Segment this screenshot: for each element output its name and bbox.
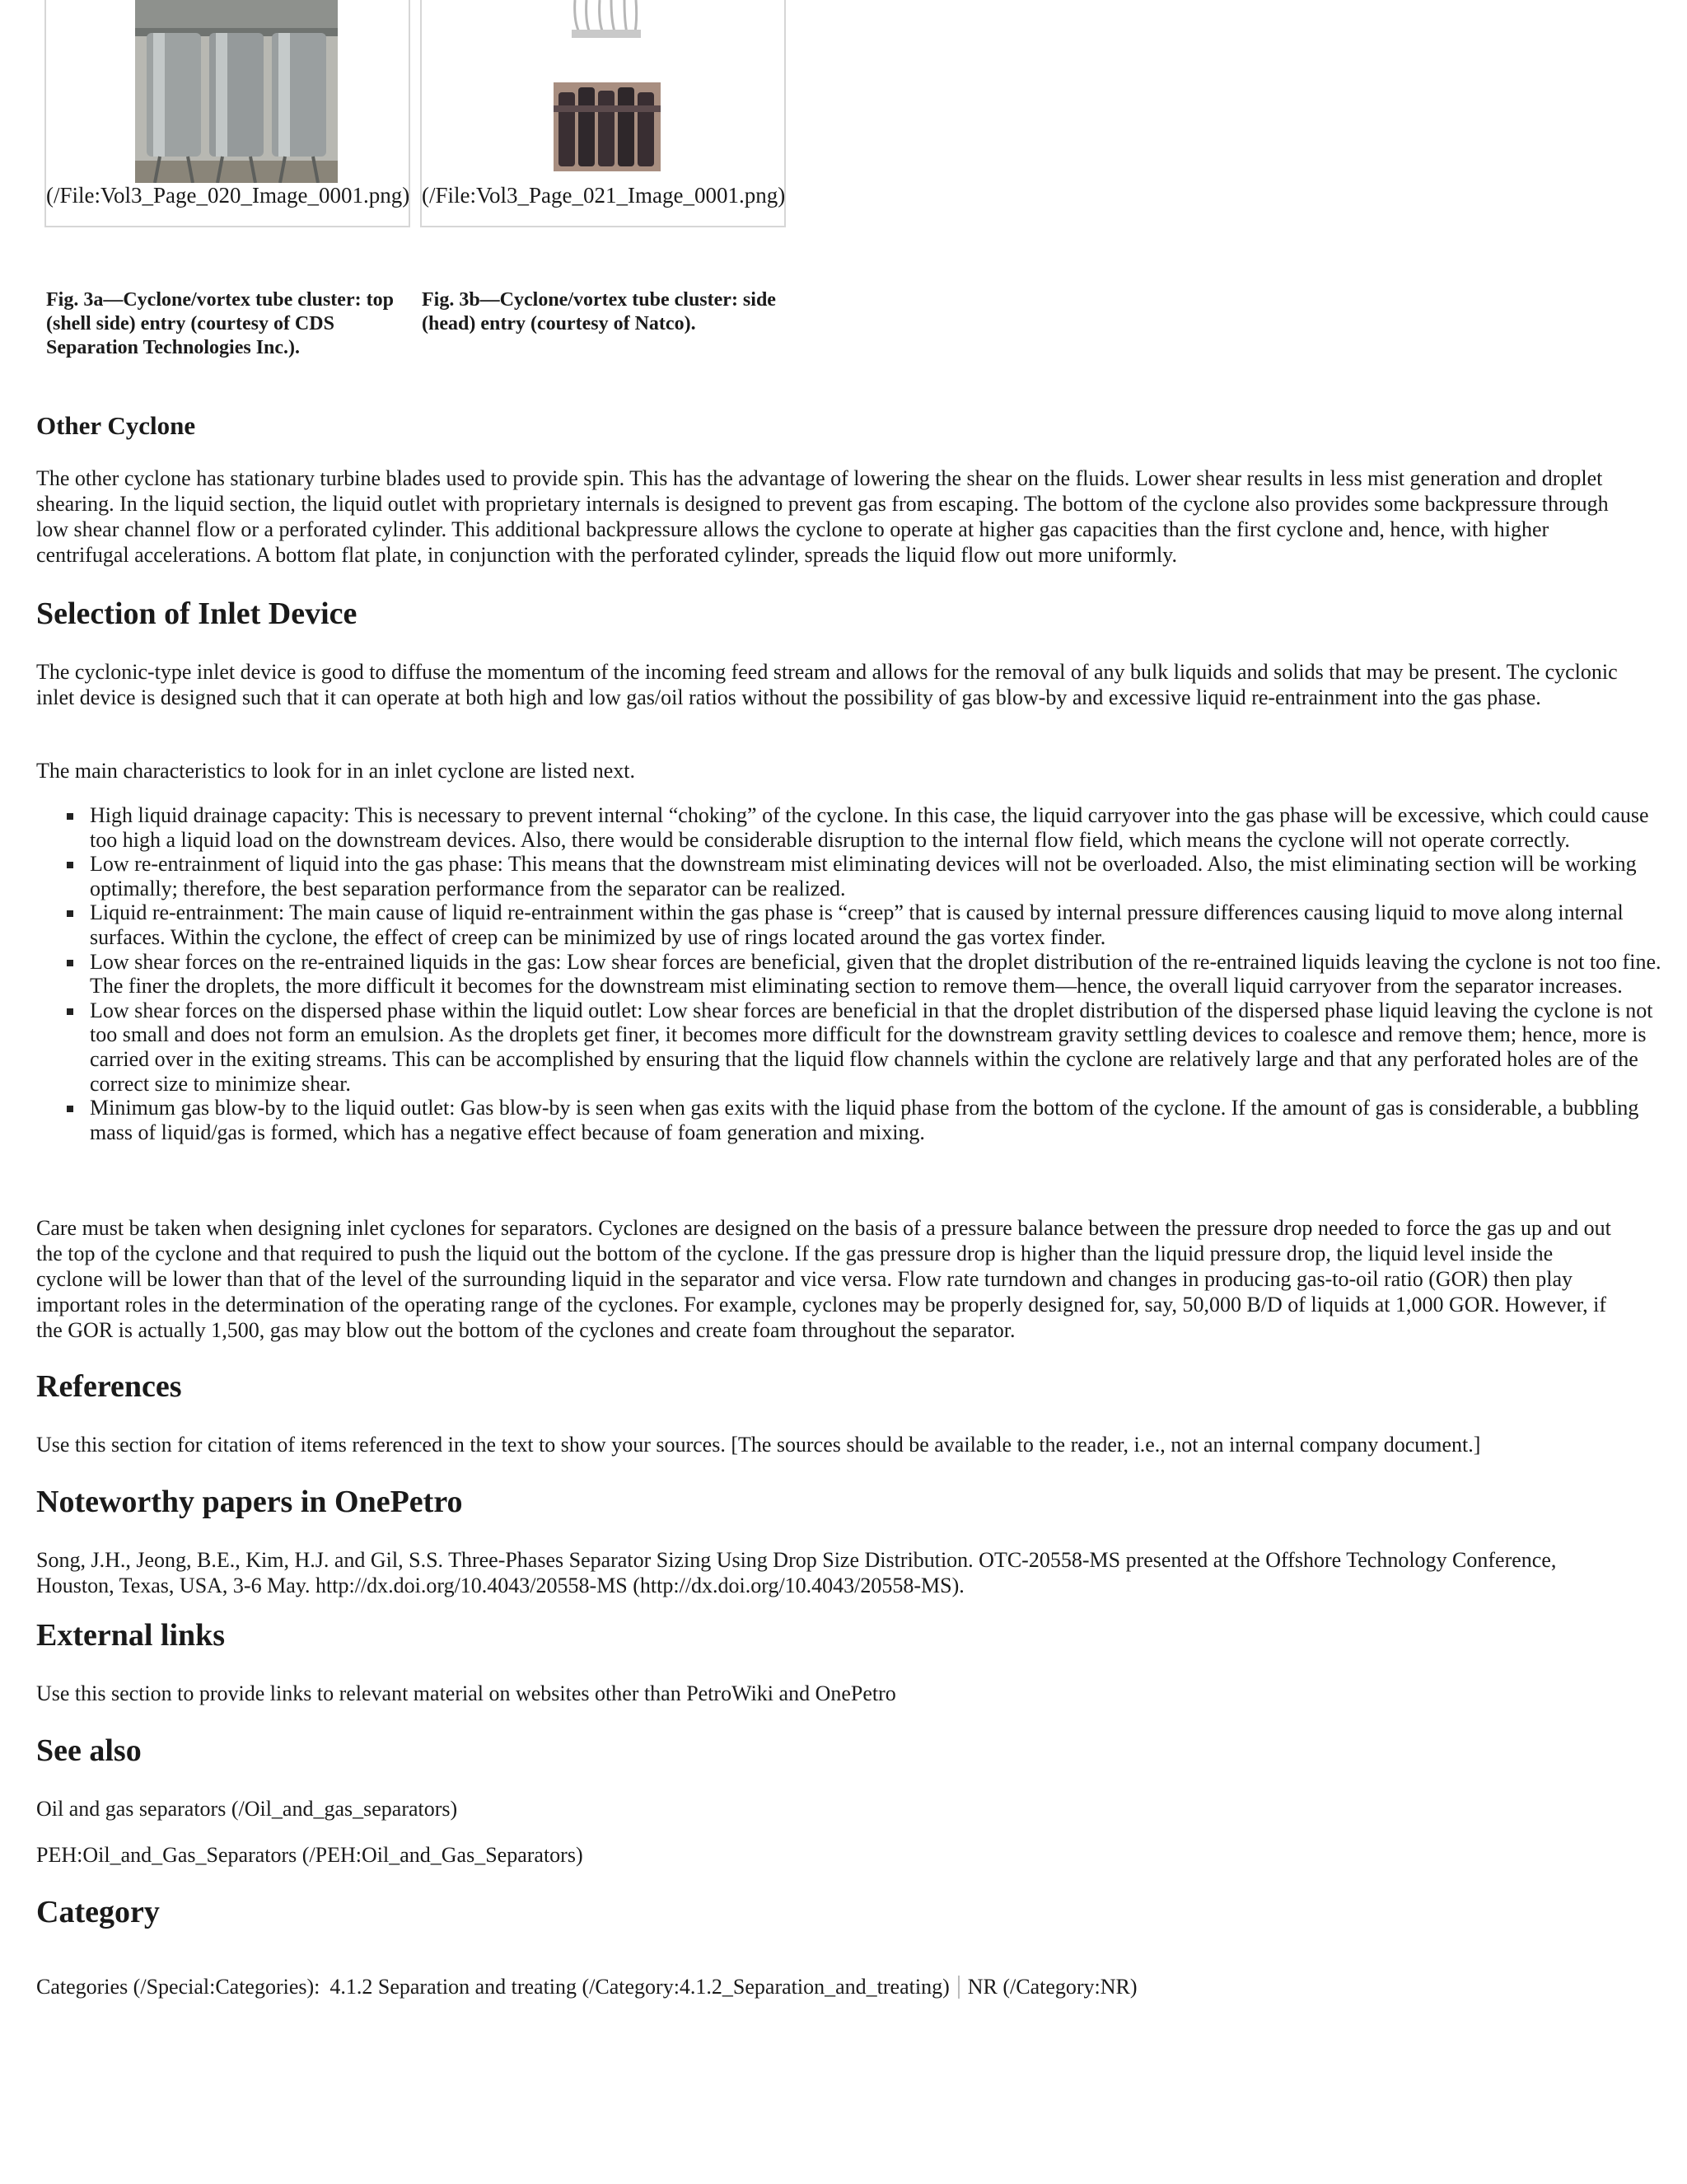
gallery-file-link-3a[interactable]: (/File:Vol3_Page_020_Image_0001.png) [46, 183, 410, 208]
category-link-separation[interactable]: 4.1.2 Separation and treating (/Category:4.1.2_Separation_and_treating) [329, 1975, 950, 1999]
category-link-nr[interactable]: NR (/Category:NR) [967, 1975, 1138, 1999]
paragraph-selection-intro: The cyclonic-type inlet device is good to diffuse the momentum of the incoming feed stream and allows for the removal of any bulk liquids and solids that may be present. The cyclonic inlet device is designed such that it can operate at both high and low gas/oil ratios without the possibility of gas blow-by and excessive liquid re-entrainment into the gas phase. [36, 660, 1618, 709]
list-item: Liquid re-entrainment: The main cause of liquid re-entrainment within the gas phase is “creep” that is caused by internal pressure differences causing liquid to move along internal surfaces. Within the cyclone, the effect of creep can be minimized by use of rings located around the gas vortex finder. [90, 900, 1671, 949]
figure-caption-3b: Fig. 3b—Cyclone/vortex tube cluster: side (head) entry (courtesy of Natco). [422, 289, 776, 334]
list-item: Low shear forces on the re-entrained liquids in the gas: Low shear forces are beneficial, given that the droplet distribution of the re-entrained liquids leaving the cyclone is not too fine. The finer the droplets, the more difficult it becomes for the downstream mist eliminating section to remove them—hence, the overall liquid carryover from the separator increases. [90, 950, 1671, 998]
image-gallery [36, 0, 1618, 362]
paragraph-references: Use this section for citation of items referenced in the text to show your sources. [The sources should be available to the reader, i.e., not an internal company document.] [36, 1433, 1481, 1457]
link-oil-gas-separators[interactable]: Oil and gas separators (/Oil_and_gas_separators) [36, 1797, 458, 1821]
list-item: Minimum gas blow-by to the liquid outlet: Gas blow-by is seen when gas exits with the liquid phase from the bottom of the cyclone. If the amount of gas is considerable, a bubbling mass of liquid/gas is formed, which has a negative effect because of foam generation and mixing. [90, 1096, 1671, 1144]
section-heading-selection: Selection of Inlet Device [36, 596, 357, 631]
cyclone-side-entry-photo[interactable] [554, 0, 661, 175]
section-heading-external-links: External links [36, 1618, 226, 1653]
section-heading-other-cyclone: Other Cyclone [36, 411, 196, 440]
list-item: High liquid drainage capacity: This is necessary to prevent internal “choking” of the cyclone. In this case, the liquid carryover into the gas phase will be excessive, which could cause too high a liquid load on the downstream devices. Also, there would be considerable disruption to the internal flow field, which means the cyclone will not operate correctly. [90, 803, 1671, 852]
paragraph-noteworthy-paper[interactable]: Song, J.H., Jeong, B.E., Kim, H.J. and Gil, S.S. Three-Phases Separator Sizing Using Drop Size Distribution. OTC-20558-MS presented at the Offshore Technology Conference, Houston, Texas, USA, 3-6 May. http://dx.doi.org/10.4043/20558-MS (http://dx.doi.org/10.4043/20558-MS). [36, 1548, 1557, 1597]
paragraph-external-links: Use this section to provide links to relevant material on websites other than PetroWiki and OnePetro [36, 1681, 896, 1705]
figure-caption-3a: Fig. 3a—Cyclone/vortex tube cluster: top (shell side) entry (courtesy of CDS Separation Technologies Inc.). [46, 289, 394, 358]
paragraph-other-cyclone: The other cyclone has stationary turbine blades used to provide spin. This has the advantage of lowering the shear on the fluids. Lower shear results in less mist generation and droplet shearing. In the liquid section, the liquid outlet with proprietary internals is designed to prevent gas from escaping. The bottom of the cyclone also provides some backpressure through low shear channel flow or a perforated cylinder. This additional backpressure allows the cyclone to operate at higher gas capacities than the first cyclone and, hence, with higher centrifugal accelerations. A bottom flat plate, in conjunction with the perforated cylinder, spreads the liquid flow out more uniformly. [36, 466, 1609, 567]
gallery-file-link-3b[interactable]: (/File:Vol3_Page_021_Image_0001.png) [422, 183, 786, 208]
list-item: Low re-entrainment of liquid into the gas phase: This means that the downstream mist eliminating devices will not be overloaded. Also, the mist eliminating section will be working optimally; therefore, the best separation performance from the separator can be realized. [90, 852, 1671, 900]
gallery-box-3b [420, 0, 786, 227]
section-heading-noteworthy: Noteworthy papers in OnePetro [36, 1485, 463, 1519]
categories-label-link[interactable]: Categories (/Special:Categories): [36, 1975, 320, 1999]
paragraph-design-care: Care must be taken when designing inlet cyclones for separators. Cyclones are designed on the basis of a pressure balance between the pressure drop needed to force the gas up and out the top of the cyclone and that required to push the liquid out the bottom of the cyclone. If the gas pressure drop is higher than the liquid pressure drop, the liquid level inside the cyclone will be lower than that of the level of the surrounding liquid in the separator and vice versa. Flow rate turndown and changes in producing gas-to-oil ratio (GOR) then play important roles in the determination of the operating range of the cyclones. For example, cyclones may be properly designed for, say, 50,000 B/D of liquids at 1,000 GOR. However, if the GOR is actually 1,500, gas may blow out the bottom of the cyclones and create foam throughout the separator. [36, 1216, 1611, 1342]
category-divider [958, 1976, 960, 1999]
list-item: Low shear forces on the dispersed phase within the liquid outlet: Low shear forces are beneficial in that the droplet distribution of the dispersed phase liquid leaving the cyclone is not too small and does not form an emulsion. As the droplets get finer, it becomes more difficult for the downstream gravity settling devices to coalesce and remove them; hence, more is carried over in the exiting streams. This can be accomplished by ensuring that the liquid flow channels within the cyclone are relatively large and that any perforated holes are of the correct size to minimize shear. [90, 998, 1671, 1096]
characteristics-list [36, 803, 1671, 1144]
gallery-box-3a [44, 0, 410, 227]
section-heading-see-also: See also [36, 1733, 142, 1768]
cyclone-cluster-photo[interactable] [135, 0, 338, 183]
section-heading-references: References [36, 1369, 182, 1404]
category-links [36, 1974, 1138, 2000]
article-content [36, 0, 1661, 1999]
link-peh-oil-gas-separators[interactable]: PEH:Oil_and_Gas_Separators (/PEH:Oil_and_Gas_Separators) [36, 1843, 583, 1867]
paragraph-selection-lead: The main characteristics to look for in an inlet cyclone are listed next. [36, 759, 636, 783]
section-heading-category: Category [36, 1895, 160, 1929]
